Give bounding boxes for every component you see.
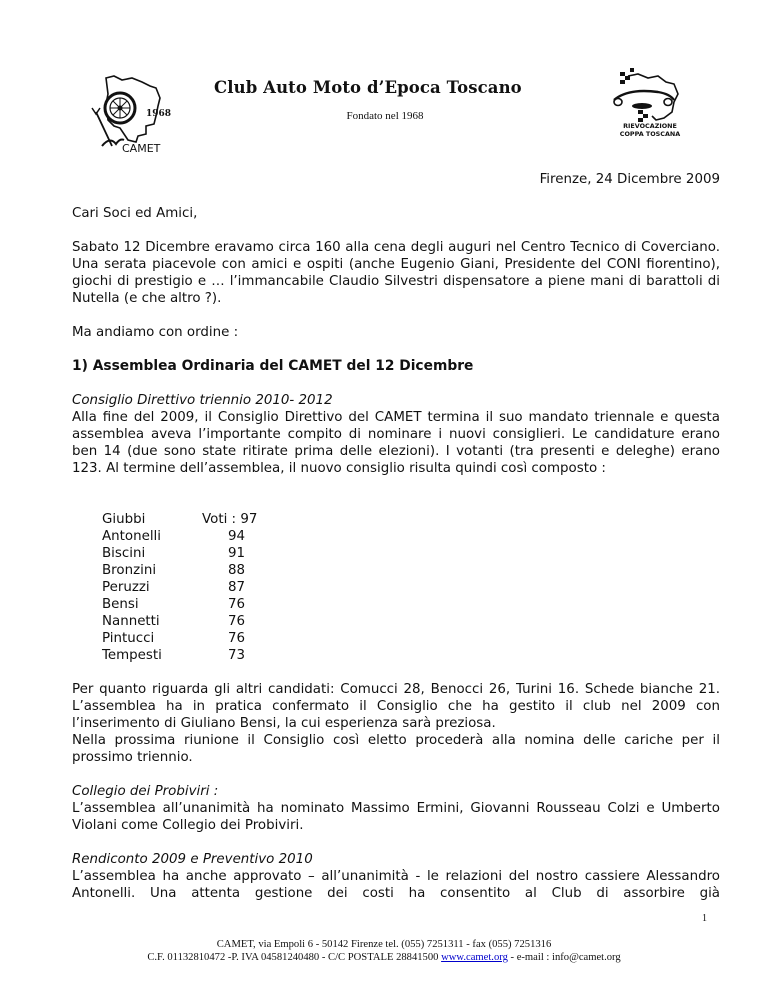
votes-row: Tempesti 73: [102, 648, 246, 663]
votes-row: Biscini 91: [102, 546, 246, 561]
rendiconto-paragraph: L’assemblea ha anche approvato – all’unanimità - le relazioni del nostro cassiere Alessandro Antonelli. Una attenta gestione dei costi ha consentito al Club di assorbire già: [72, 869, 720, 901]
votes-row: Nannetti 76: [102, 614, 246, 629]
votes-row: Bensi 76: [102, 597, 246, 612]
rievocazione-caption: RIEVOCAZIONE COPPA TOSCANA: [619, 122, 681, 138]
club-subtitle: Fondato nel 1968: [346, 110, 424, 122]
svg-text:1968: 1968: [146, 109, 172, 119]
camet-logo: [84, 64, 178, 160]
footer-legal: C.F. 01132810472 -P. IVA 04581240480 - C/C POSTALE 28841500 www.camet.org - e-mail : info@camet.org: [147, 952, 621, 963]
probiviri-paragraph: L’assemblea all’unanimità ha nominato Massimo Ermini, Giovanni Rousseau Colzi e Umberto Violani come Collegio dei Probiviri.: [72, 801, 720, 833]
votes-row: Pintucci 76: [102, 631, 246, 646]
votes-row: Bronzini 88: [102, 563, 246, 578]
club-title: Club Auto Moto d’Epoca Toscano: [214, 78, 522, 97]
section-1-heading: 1) Assemblea Ordinaria del CAMET del 12 Dicembre: [72, 358, 474, 374]
votes-row: Antonelli 94: [102, 529, 246, 544]
order-line: Ma andiamo con ordine :: [72, 325, 239, 340]
camet-logo-icon: [84, 64, 178, 160]
greeting: Cari Soci ed Amici,: [72, 206, 198, 221]
votes-table: [102, 511, 308, 664]
probiviri-heading: Collegio dei Probiviri :: [72, 784, 219, 799]
consiglio-paragraph: Alla fine del 2009, il Consiglio Direttivo del CAMET termina il suo mandato triennale e questa assemblea aveva l’importante compito di nominare i nuovi consiglieri. Le candidature erano ben 14 (due sono state ritirate prima delle elezioni). I votanti (tra presenti e deleghe) erano 123. Al termine dell’assemblea, il nuovo consiglio risulta quindi così composto :: [72, 410, 720, 476]
votes-row: Giubbi Voti : 97: [102, 512, 258, 527]
footer-address: CAMET, via Empoli 6 - 50142 Firenze tel. (055) 7251311 - fax (055) 7251316: [216, 939, 552, 950]
website-link[interactable]: www.camet.org: [441, 952, 508, 963]
rievocazione-logo-icon: [608, 66, 692, 124]
letter-date: Firenze, 24 Dicembre 2009: [539, 172, 720, 187]
intro-paragraph: Sabato 12 Dicembre eravamo circa 160 alla cena degli auguri nel Centro Tecnico di Coverciano. Una serata piacevole con amici e ospiti (anche Eugenio Giani, Presidente del CONI fiorentino), giochi di prestigio e … l’immancabile Claudio Silvestri dispensatore a piene mani di barattoli di Nutella (e che altro ?).: [72, 240, 720, 306]
other-candidates-paragraph: Per quanto riguarda gli altri candidati: Comucci 28, Benocci 26, Turini 16. Schede bianche 21. L’assemblea ha in pratica confermato il Consiglio che ha gestito il club nel 2009 con l’inserimento di Giuliano Bensi, la cui esperienza sarà preziosa.: [72, 682, 720, 731]
next-meeting-paragraph: Nella prossima riunione il Consiglio così eletto procederà alla nomina delle cariche per il prossimo triennio.: [72, 733, 720, 765]
svg-text:CAMET: CAMET: [122, 142, 161, 155]
consiglio-heading: Consiglio Direttivo triennio 2010- 2012: [72, 393, 333, 408]
votes-row: Peruzzi 87: [102, 580, 246, 595]
page-number: 1: [702, 913, 707, 924]
rendiconto-heading: Rendiconto 2009 e Preventivo 2010: [72, 852, 313, 867]
